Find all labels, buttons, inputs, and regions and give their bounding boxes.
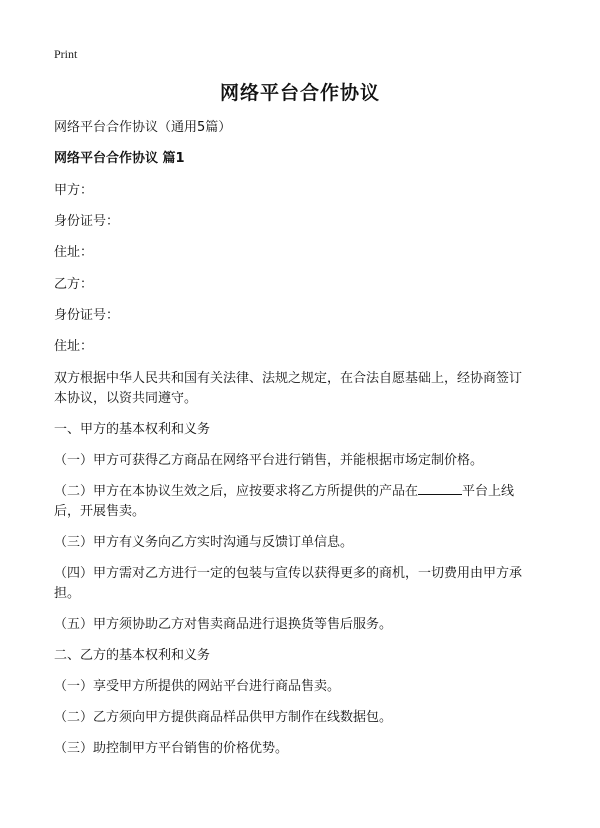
party-a-id-field: 身份证号： [54,214,120,229]
print-link[interactable]: Print [54,47,78,61]
section-2-item-1: （一）享受甲方所提供的网站平台进行商品售卖。 [54,679,341,694]
party-b-id-field: 身份证号： [54,308,120,323]
section-2-item-3: （三）助控制甲方平台销售的价格优势。 [54,741,289,756]
document-subtitle: 网络平台合作协议（通用5篇） [54,120,232,135]
party-a-field: 甲方： [54,183,94,198]
section-1-item-2-line-1 [54,482,554,502]
section-1-item-1: （一）甲方可获得乙方商品在网络平台进行销售，并能根据市场定制价格。 [54,453,484,468]
section-heading: 网络平台合作协议 篇1 [54,151,185,166]
party-a-address-field: 住址： [54,245,94,260]
intro-paragraph-line-2: 本协议，以资共同遵守。 [54,391,198,406]
section-2-title: 二、乙方的基本权利和义务 [54,648,211,663]
section-2-item-2: （二）乙方须向甲方提供商品样品供甲方制作在线数据包。 [54,710,393,725]
fill-in-blank [418,482,462,495]
party-b-field: 乙方： [54,277,94,292]
section-1-item-2-line-2: 后，开展售卖。 [54,504,146,519]
party-b-address-field: 住址： [54,339,94,354]
section-1-item-2-text-before: （二）甲方在本协议生效之后，应按要求将乙方所提供的产品在 [54,484,419,499]
document-title: 网络平台合作协议 [219,82,380,104]
section-1-item-2-text-after: 平台上线 [462,484,515,499]
section-1-item-4-line-1: （四）甲方需对乙方进行一定的包装与宣传以获得更多的商机，一切费用由甲方承 [54,566,523,581]
intro-paragraph-line-1: 双方根据中华人民共和国有关法律、法规之规定，在合法自愿基础上，经协商签订 [54,371,523,386]
section-1-item-3: （三）甲方有义务向乙方实时沟通与反馈订单信息。 [54,535,354,550]
section-1-item-4-line-2: 担。 [54,586,81,601]
section-1-item-5: （五）甲方须协助乙方对售卖商品进行退换货等售后服务。 [54,617,393,632]
section-1-title: 一、甲方的基本权利和义务 [54,422,211,437]
